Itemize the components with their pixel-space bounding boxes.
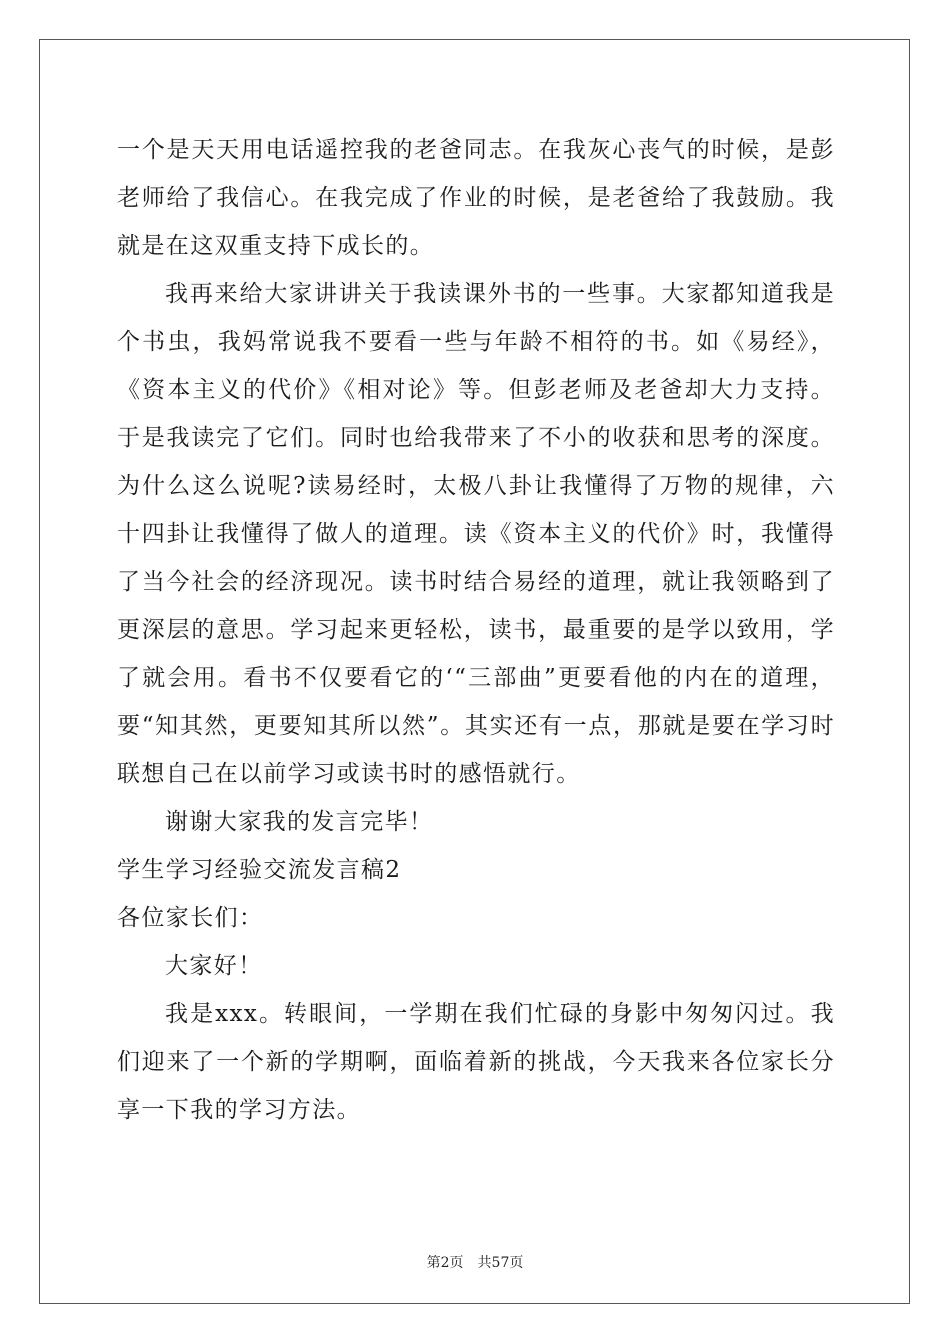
- paragraph-continuation: 一个是天天用电话遥控我的老爸同志。在我灰心丧气的时候，是彭老师给了我信心。在我完成了作业的时候，是老爸给了我鼓励。我就是在这双重支持下成长的。: [117, 137, 835, 259]
- page-footer: [0, 1252, 950, 1272]
- greeting: 大家好！: [165, 953, 263, 979]
- section-title: 学生学习经验交流发言稿2: [117, 857, 402, 883]
- salutation: 各位家长们：: [117, 905, 264, 931]
- page-total: 共57页: [477, 1255, 524, 1271]
- page-number: 第2页: [426, 1255, 464, 1271]
- paragraph-reading: 我再来给大家讲讲关于我读课外书的一些事。大家都知道我是个书虫，我妈常说我不要看一些与年龄不相符的书。如《易经》，《资本主义的代价》《相对论》等。但彭老师及老爸却大力支持。于是我读完了它们。同时也给我带来了不小的收获和思考的深度。为什么这么说呢?读易经时，太极八卦让我懂得了万物的规律，六十四卦让我懂得了做人的道理。读《资本主义的代价》时，我懂得了当今社会的经济现况。读书时结合易经的道理，就让我领略到了更深层的意思。学习起来更轻松，读书，最重要的是学以致用，学了就会用。看书不仅要看它的‘“三部曲”更要看他的内在的道理，要“知其然，更要知其所以然”。其实还有一点，那就是要在学习时联想自己在以前学习或读书时的感悟就行。: [117, 281, 835, 787]
- paragraph-intro: 我是xxx。转眼间，一学期在我们忙碌的身影中匆匆闪过。我们迎来了一个新的学期啊，面临着新的挑战，今天我来各位家长分享一下我的学习方法。: [117, 1001, 835, 1123]
- paragraph-closing: 谢谢大家我的发言完毕！: [165, 809, 434, 835]
- document-body: [117, 126, 835, 1134]
